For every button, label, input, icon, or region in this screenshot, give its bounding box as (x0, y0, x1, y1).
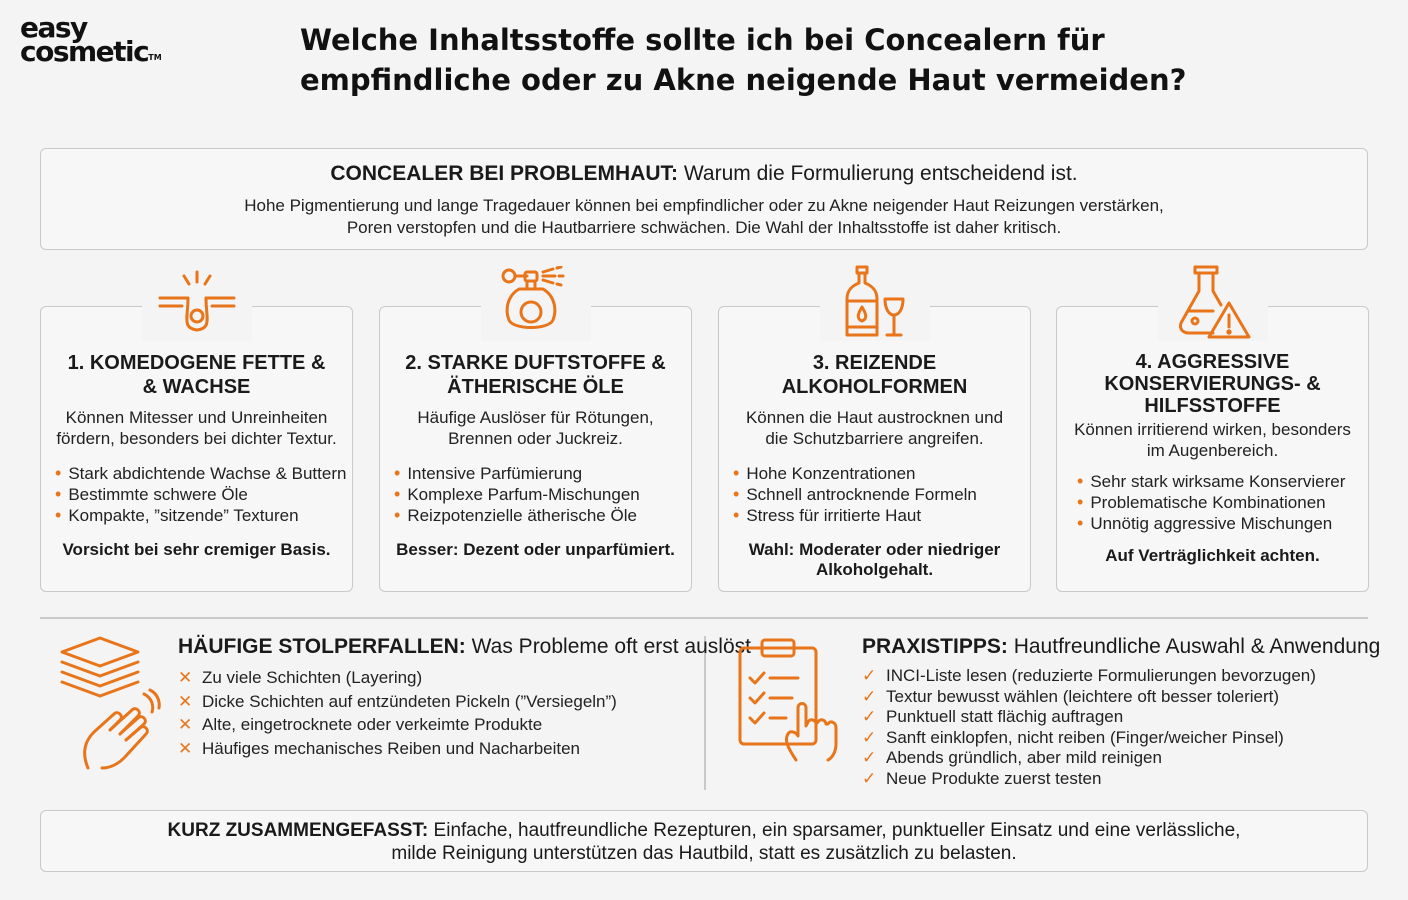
card-title-line: & WACHSE (142, 376, 251, 398)
card-foot-line: Wahl: Moderater oder niedriger (748, 540, 1001, 559)
list-item: • Reizpotenzielle ätherische Öle (394, 505, 691, 526)
tip-text: Sanft einklopfen, nicht reiben (Finger/weicher Pinsel) (886, 727, 1284, 747)
summary-rest1: Einfache, hautfreundliche Rezepturen, ein sparsamer, punktueller Einsatz und eine verlässliche, (428, 820, 1241, 841)
title-line2: empfindliche oder zu Akne neigende Haut vermeiden? (300, 63, 1187, 97)
card-title-line: ÄTHERISCHE ÖLE (447, 376, 624, 398)
card-description (380, 407, 691, 449)
list-item (178, 690, 751, 714)
list-item (178, 713, 751, 737)
intro-heading (41, 161, 1367, 187)
card-description (41, 407, 352, 449)
check-icon: ✓ (862, 707, 877, 726)
card-description (1057, 419, 1368, 461)
tip-text: Neue Produkte zuerst testen (886, 768, 1102, 788)
alcohol-icon (820, 265, 930, 341)
tips-section (862, 634, 1380, 789)
brand-tm: TM (148, 53, 162, 62)
card-footer (719, 540, 1030, 580)
tip-text: Abends gründlich, aber mild reinigen (886, 748, 1162, 767)
tip-text: Punktuell statt flächig auftragen (886, 707, 1124, 726)
pitfall-text: Dicke Schichten auf entzündeten Pickeln (”Versiegeln”) (202, 691, 617, 711)
pitfalls-section (178, 634, 751, 760)
list-item (178, 666, 751, 690)
cross-icon: ✕ (178, 738, 193, 758)
pitfall-text: Alte, eingetrocknete oder verkeimte Produkte (202, 715, 543, 734)
card-title-line: KONSERVIERUNGS- & (1104, 373, 1321, 395)
summary-box (40, 810, 1368, 872)
list-item (862, 666, 1380, 687)
card-title (380, 351, 691, 399)
list-item: • Sehr stark wirksame Konservierer (1077, 471, 1368, 492)
list-item: • Komplexe Parfum-Mischungen (394, 484, 691, 505)
page-title (300, 20, 1300, 100)
card-bullets (394, 463, 691, 526)
pitfalls-heading-rest: Was Probleme oft erst auslöst (465, 635, 751, 658)
cross-icon: ✕ (178, 668, 193, 687)
intro-body-line2: Poren verstopfen und die Hautbarriere schwächen. Die Wahl der Inhaltsstoffe ist daher kritisch. (346, 218, 1062, 237)
list-item: • Unnötig aggressive Mischungen (1077, 513, 1368, 534)
list-item: • Stress für irritierte Haut (733, 505, 1030, 526)
intro-box (40, 148, 1368, 250)
tips-heading (862, 634, 1380, 660)
summary-bold: KURZ ZUSAMMENGEFASST: (167, 820, 429, 841)
flask-warning-icon (1158, 265, 1268, 341)
card-title (719, 351, 1030, 399)
card-description (719, 407, 1030, 449)
brand-line2-wrap (20, 35, 190, 68)
card-desc-line: Häufige Auslöser für Rötungen, (417, 408, 654, 427)
pitfall-text: Häufiges mechanisches Reiben und Nacharbeiten (202, 738, 581, 758)
card-title-line: 3. REIZENDE (812, 352, 937, 374)
intro-body (41, 195, 1367, 239)
list-item (862, 728, 1380, 749)
intro-body-line1: Hohe Pigmentierung und lange Tragedauer können bei empfindlicher oder zu Akne neigender Haut Reizungen verstärken, (244, 196, 1164, 215)
card-title-line: HILFSSTOFFE (1144, 395, 1281, 417)
pore-icon (142, 265, 252, 341)
brand-logo (20, 11, 190, 68)
card-footer (380, 540, 691, 560)
summary-line2: milde Reinigung unterstützen das Hautbild, statt es zusätzlich zu belasten. (391, 843, 1017, 864)
check-icon: ✓ (862, 727, 877, 747)
check-icon: ✓ (862, 666, 877, 685)
clipboard-checklist-icon (736, 636, 842, 769)
card-title-line: 4. AGGRESSIVE (1135, 351, 1290, 373)
card-title-line: ALKOHOLFORMEN (781, 376, 968, 398)
card-desc-line: im Augenbereich. (1146, 441, 1279, 460)
card-footer (1057, 546, 1368, 566)
check-icon: ✓ (862, 686, 877, 706)
list-item (862, 707, 1380, 728)
card-title (1057, 351, 1368, 417)
list-item (178, 737, 751, 761)
card-footer (41, 540, 352, 560)
title-line1: Welche Inhaltsstoffe sollte ich bei Concealern für (300, 23, 1105, 57)
brand-line2: cosmetic (20, 35, 149, 68)
check-icon: ✓ (862, 768, 877, 788)
card-desc-line: Können irritierend wirken, besonders (1074, 420, 1351, 439)
intro-heading-rest: Warum die Formulierung entscheidend ist. (678, 162, 1078, 185)
card-foot-line: Vorsicht bei sehr cremiger Basis. (62, 540, 331, 559)
pitfalls-heading-bold: HÄUFIGE STOLPERFALLEN: (178, 635, 466, 658)
tips-list (862, 666, 1380, 789)
summary-line1 (41, 819, 1367, 842)
tips-heading-rest: Hautfreundliche Auswahl & Anwendung (1007, 635, 1381, 658)
card-comedogenic (40, 306, 353, 592)
list-item (862, 769, 1380, 790)
card-bullets (733, 463, 1030, 526)
list-item: • Bestimmte schwere Öle (55, 484, 352, 505)
tip-text: INCI-Liste lesen (reduzierte Formulierungen bevorzugen) (886, 666, 1316, 685)
list-item (862, 748, 1380, 769)
card-title-line: 2. STARKE DUFTSTOFFE & (405, 352, 666, 374)
perfume-icon (481, 265, 591, 341)
card-alcohol (718, 306, 1031, 592)
intro-heading-bold: CONCEALER BEI PROBLEMHAUT: (330, 162, 679, 185)
card-bullets (55, 463, 352, 526)
pitfalls-list (178, 666, 751, 760)
card-foot-line: Alkoholgehalt. (815, 560, 934, 579)
list-item: • Schnell antrocknende Formeln (733, 484, 1030, 505)
card-foot-line: Besser: Dezent oder unparfümiert. (396, 540, 675, 559)
list-item: • Stark abdichtende Wachse & Buttern (55, 463, 352, 484)
layers-hand-icon (58, 634, 162, 779)
tips-heading-bold: PRAXISTIPPS: (862, 635, 1008, 658)
pitfalls-heading (178, 634, 751, 660)
card-foot-line: Auf Verträglichkeit achten. (1105, 546, 1320, 565)
brand-line1: easy (20, 11, 87, 44)
list-item: • Intensive Parfümierung (394, 463, 691, 484)
list-item: • Problematische Kombinationen (1077, 492, 1368, 513)
card-desc-line: Können die Haut austrocknen und (745, 408, 1004, 427)
check-icon: ✓ (862, 748, 877, 767)
card-desc-line: Brennen oder Juckreiz. (448, 429, 623, 448)
pitfall-text: Zu viele Schichten (Layering) (202, 668, 423, 687)
list-item: • Hohe Konzentrationen (733, 463, 1030, 484)
card-desc-line: Können Mitesser und Unreinheiten (65, 408, 328, 427)
card-bullets (1077, 471, 1368, 534)
card-fragrances (379, 306, 692, 592)
cross-icon: ✕ (178, 715, 193, 734)
cross-icon: ✕ (178, 691, 193, 711)
card-desc-line: fördern, besonders bei dichter Textur. (56, 429, 337, 448)
card-title (41, 351, 352, 399)
list-item: • Kompakte, ”sitzende” Texturen (55, 505, 352, 526)
card-title-line: 1. KOMEDOGENE FETTE & (67, 352, 326, 374)
card-desc-line: die Schutzbarriere angreifen. (765, 429, 984, 448)
divider-horizontal (40, 617, 1368, 619)
tip-text: Textur bewusst wählen (leichtere oft besser toleriert) (886, 686, 1280, 706)
card-preservatives (1056, 306, 1369, 592)
list-item (862, 687, 1380, 708)
